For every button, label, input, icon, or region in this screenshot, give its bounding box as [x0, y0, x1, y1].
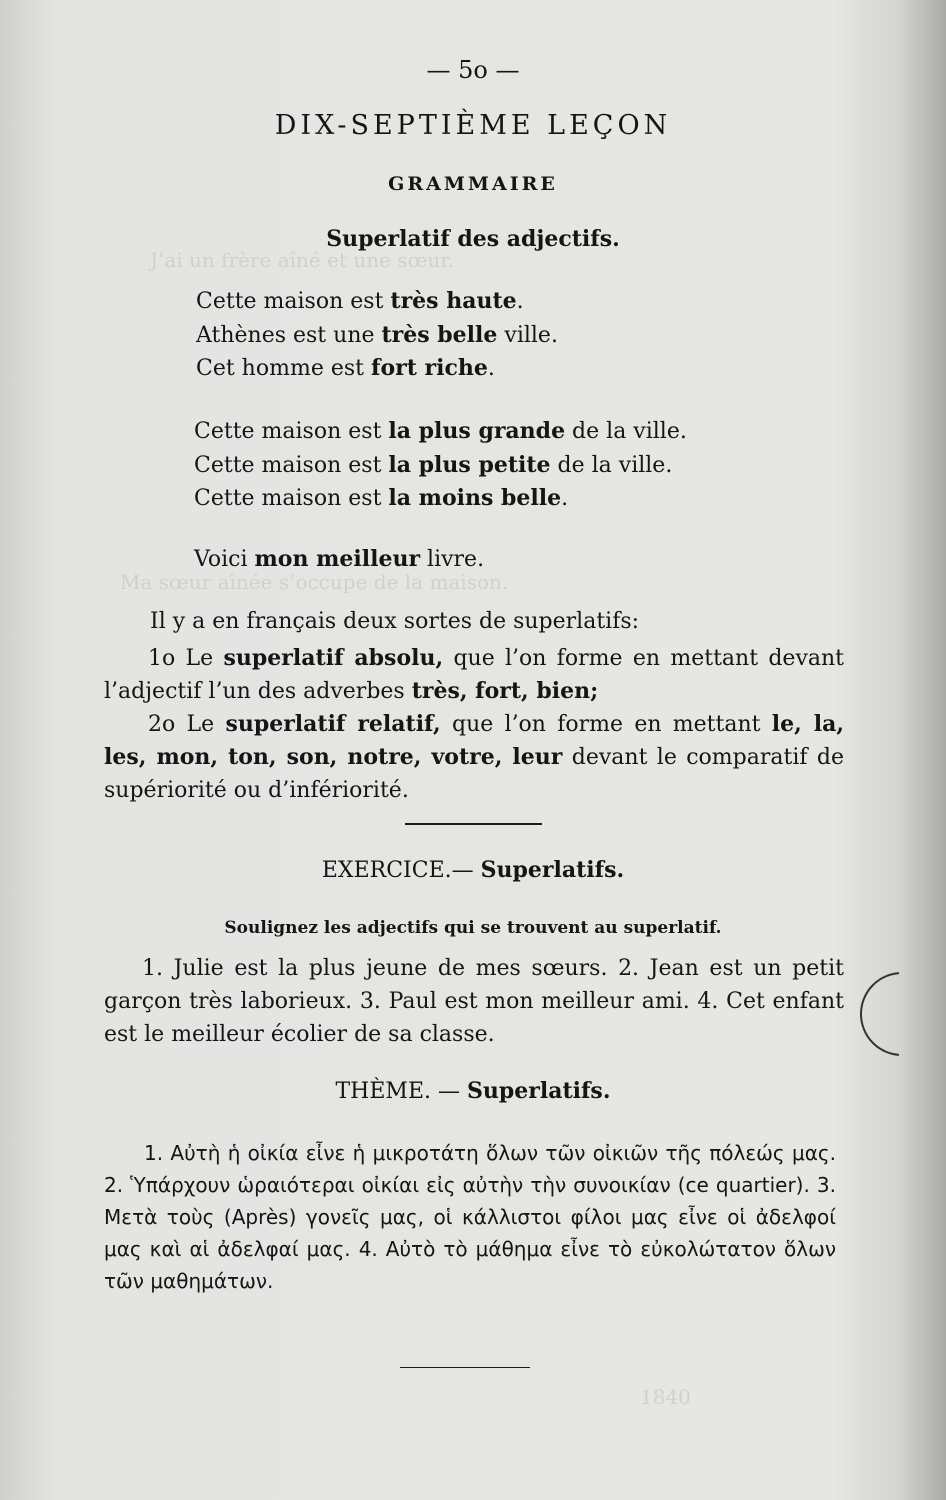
bottom-divider	[400, 1367, 530, 1368]
bleed-through-text: Ma sœur aînée s’occupe de la maison.	[120, 570, 509, 594]
bleed-through-text: 1840	[640, 1385, 691, 1409]
bleed-through-text: J’ai un frère aîné et une sœur.	[150, 248, 454, 272]
lesson-title: DIX-SEPTIÈME LEÇON	[274, 110, 672, 141]
example-line: Cette maison est la moins belle.	[194, 485, 569, 511]
exercise-text: 1. Julie est la plus jeune de mes sœurs. 2. Jean est un petit garçon très laborieux. 3. Paul est mon meilleur ami. 4. Cet enfant est le meilleur écolier de sa classe.	[104, 956, 844, 1047]
explanation-intro: Il y a en français deux sortes de superlatifs:	[150, 609, 640, 634]
example-line: Cette maison est la plus petite de la ville.	[194, 452, 673, 478]
exercise-instruction: Soulignez les adjectifs qui se trouvent au superlatif.	[224, 918, 722, 938]
explanation-item-1: 1o Le superlatif absolu, que l’on forme en mettant devant l’adjectif l’un des adverbes très, fort, bien;	[104, 645, 844, 704]
example-line: Cet homme est fort riche.	[196, 355, 495, 381]
margin-pencil-mark	[860, 972, 944, 1056]
exercise-title: EXERCICE.— Superlatifs.	[321, 857, 625, 883]
section-divider	[405, 823, 542, 825]
example-line: Athènes est une très belle ville.	[196, 322, 558, 348]
theme-title: THÈME. — Superlatifs.	[335, 1078, 611, 1104]
page-number: — 5o —	[426, 56, 520, 84]
grammar-subtitle: Superlatif des adjectifs.	[326, 226, 620, 252]
theme-text: 1. Αὐτὴ ἡ οἰκία εἶνε ἡ μικροτάτη ὅλων τῶν οἰκιῶν τῆς πόλεώς μας. 2. Ὑπάρχουν ὡραιότεραι οἰκίαι εἰς αὐτὴν τὴν συνοικίαν (ce quartier). 3. Μετὰ τοὺς (Après) γονεῖς μας, οἱ κάλλιστοι φίλοι μας εἶνε οἱ ἀδελφοί μας καὶ αἱ ἀδελφαί μας. 4. Αὐτὸ τὸ μάθημα εἶνε τὸ εὐκολώτατον ὅλων τῶν μαθημάτων.	[104, 1141, 836, 1293]
example-line: Cette maison est très haute.	[196, 288, 524, 314]
example-line: Voici mon meilleur livre.	[194, 546, 485, 572]
explanation-item-2: 2o Le superlatif relatif, que l’on forme en mettant le, la, les, mon, ton, son, notre, votre, leur devant le comparatif de supériorité ou d’infériorité.	[104, 711, 844, 803]
example-line: Cette maison est la plus grande de la ville.	[194, 418, 687, 444]
grammar-heading: GRAMMAIRE	[388, 173, 558, 195]
